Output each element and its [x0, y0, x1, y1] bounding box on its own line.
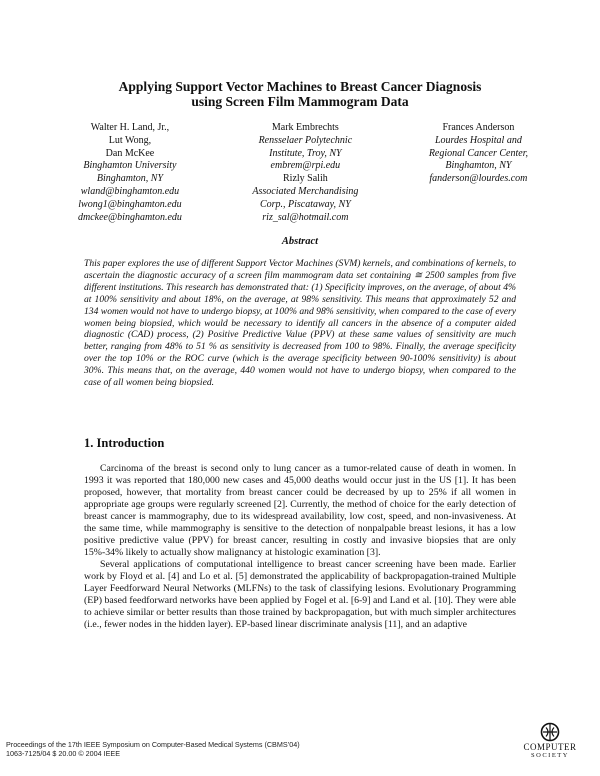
author-line: lwong1@binghamton.edu [78, 198, 182, 210]
author-line: fanderson@lourdes.com [429, 173, 528, 185]
author-line: Binghamton University [83, 160, 177, 172]
author-column [429, 122, 528, 224]
author-line: Mark Embrechts [271, 122, 339, 133]
author-line: Walter H. Land, Jr., [90, 122, 170, 133]
abstract-text: This paper explores the use of different Support Vector Machines (SVM) kernels, and combinations of kernels, to ascertain the diagnostic accuracy of a screen film mammogram data set containing ≅ 2500 samples from five different institutions. This research has demonstrated that: (1) Specificity improves, on the average, of about 4% at 100% sensitivity and about 18%, on the average, at 98% sensitivity. This means that approximately 52 and 134 women would not have to undergo biopsy, at 100% and 98% sensitivity, when compared to the case of every women being biopsied, which would be necessary to identify all cancers in the absence of a computer aided diagnostic (CAD) process, (2) Positive Predictive Value (PPV) at these same values of sensitivity are much better, ranging from 48% to 51 % as sensitivity is decreased from 100 to 98%. Finally, the average specificity over the top 10% or the ROC curve (which is the average specificity between 90-100% sensitivity) is about 30%. This means that, on the average, 440 women would not have to undergo biopsy, when compared to the case of all women being biopsied. [84, 258, 516, 389]
author-line: Institute, Troy, NY [269, 147, 342, 159]
author-line: wland@binghamton.edu [80, 185, 180, 197]
author-column [252, 122, 358, 224]
author-line: Rensselaer Polytechnic [258, 134, 353, 146]
logo-text-society: SOCIETY [531, 752, 569, 759]
logo-text-computer: COMPUTER [523, 742, 577, 752]
author-line: Binghamton, NY [445, 160, 512, 172]
author-line: Regional Cancer Center, [428, 147, 528, 159]
author-line: Rizly Salih [283, 173, 328, 185]
author-line: Lourdes Hospital and [434, 134, 522, 146]
author-line: Associated Merchandising [252, 185, 359, 197]
author-line: Lut Wong, [108, 134, 152, 146]
footer-proceedings: Proceedings of the 17th IEEE Symposium on Computer-Based Medical Systems (CBMS’04) [6, 740, 300, 749]
computer-society-emblem-icon [539, 722, 561, 742]
author-column [78, 122, 182, 224]
abstract-heading: Abstract [281, 236, 319, 247]
author-line: Frances Anderson [442, 122, 515, 133]
author-line: dmckee@binghamton.edu [78, 211, 182, 223]
author-line: Binghamton, NY [96, 173, 164, 185]
body-paragraph: Carcinoma of the breast is second only to lung cancer as a tumor-related cause of death in women. In 1993 it was reported that 180,000 new cases and 45,000 deaths would occur just in the US [1]. It has been proposed, however, that mortality from breast cancer could be decreased by up to 25% if all women in appropriate age groups were regularly screened [2]. Currently, the method of choice for the early detection of breast cancer is mammography, due to its widespread availability, low cost, speed, and non-invasiveness. At the same time, while mammography is sensitive to the detection of nonpalpable breast lesions, it has a low positive predictive value (PPV) for breast cancer, resulting in costly and invasive biopsies that are only 15%-34% likely to actually show malignancy at histologic examination [3]. [84, 463, 516, 558]
author-line: Corp., Piscataway, NY [259, 198, 351, 210]
author-line: Dan McKee [105, 147, 155, 159]
ieee-computer-society-logo [510, 722, 590, 760]
author-line: embrem@rpi.edu [270, 160, 341, 172]
footer-copyright: 1063-7125/04 $ 20.00 © 2004 IEEE [6, 749, 120, 758]
title-line-2: using Screen Film Mammogram Data [191, 94, 409, 109]
page-footer [6, 740, 300, 758]
paper-title [60, 79, 540, 109]
section-heading-introduction: 1. Introduction [84, 436, 165, 450]
body-paragraph: Several applications of computational intelligence to breast cancer screening have been made. Earlier work by Floyd et al. [4] and Lo et al. [5] demonstrated the applicability of backpropagation-trained Multiple Layer Feedforward Neural Networks (MLFNs) to the task of classifying lesions. Evolutionary Programming (EP) based feedforward networks have been applied by Fogel et al. [6-9] and Land et al. [10]. They were able to achieve similar or better results than those trained by backpropagation, but with much simpler architectures (i.e., fewer nodes in the hidden layer). EP-based linear discriminate analysis [11], and an adaptive [84, 559, 516, 630]
author-line: riz_sal@hotmail.com [262, 211, 349, 223]
title-line-1: Applying Support Vector Machines to Breast Cancer Diagnosis [118, 79, 482, 94]
author-block [78, 122, 528, 224]
introduction-body [84, 463, 516, 631]
